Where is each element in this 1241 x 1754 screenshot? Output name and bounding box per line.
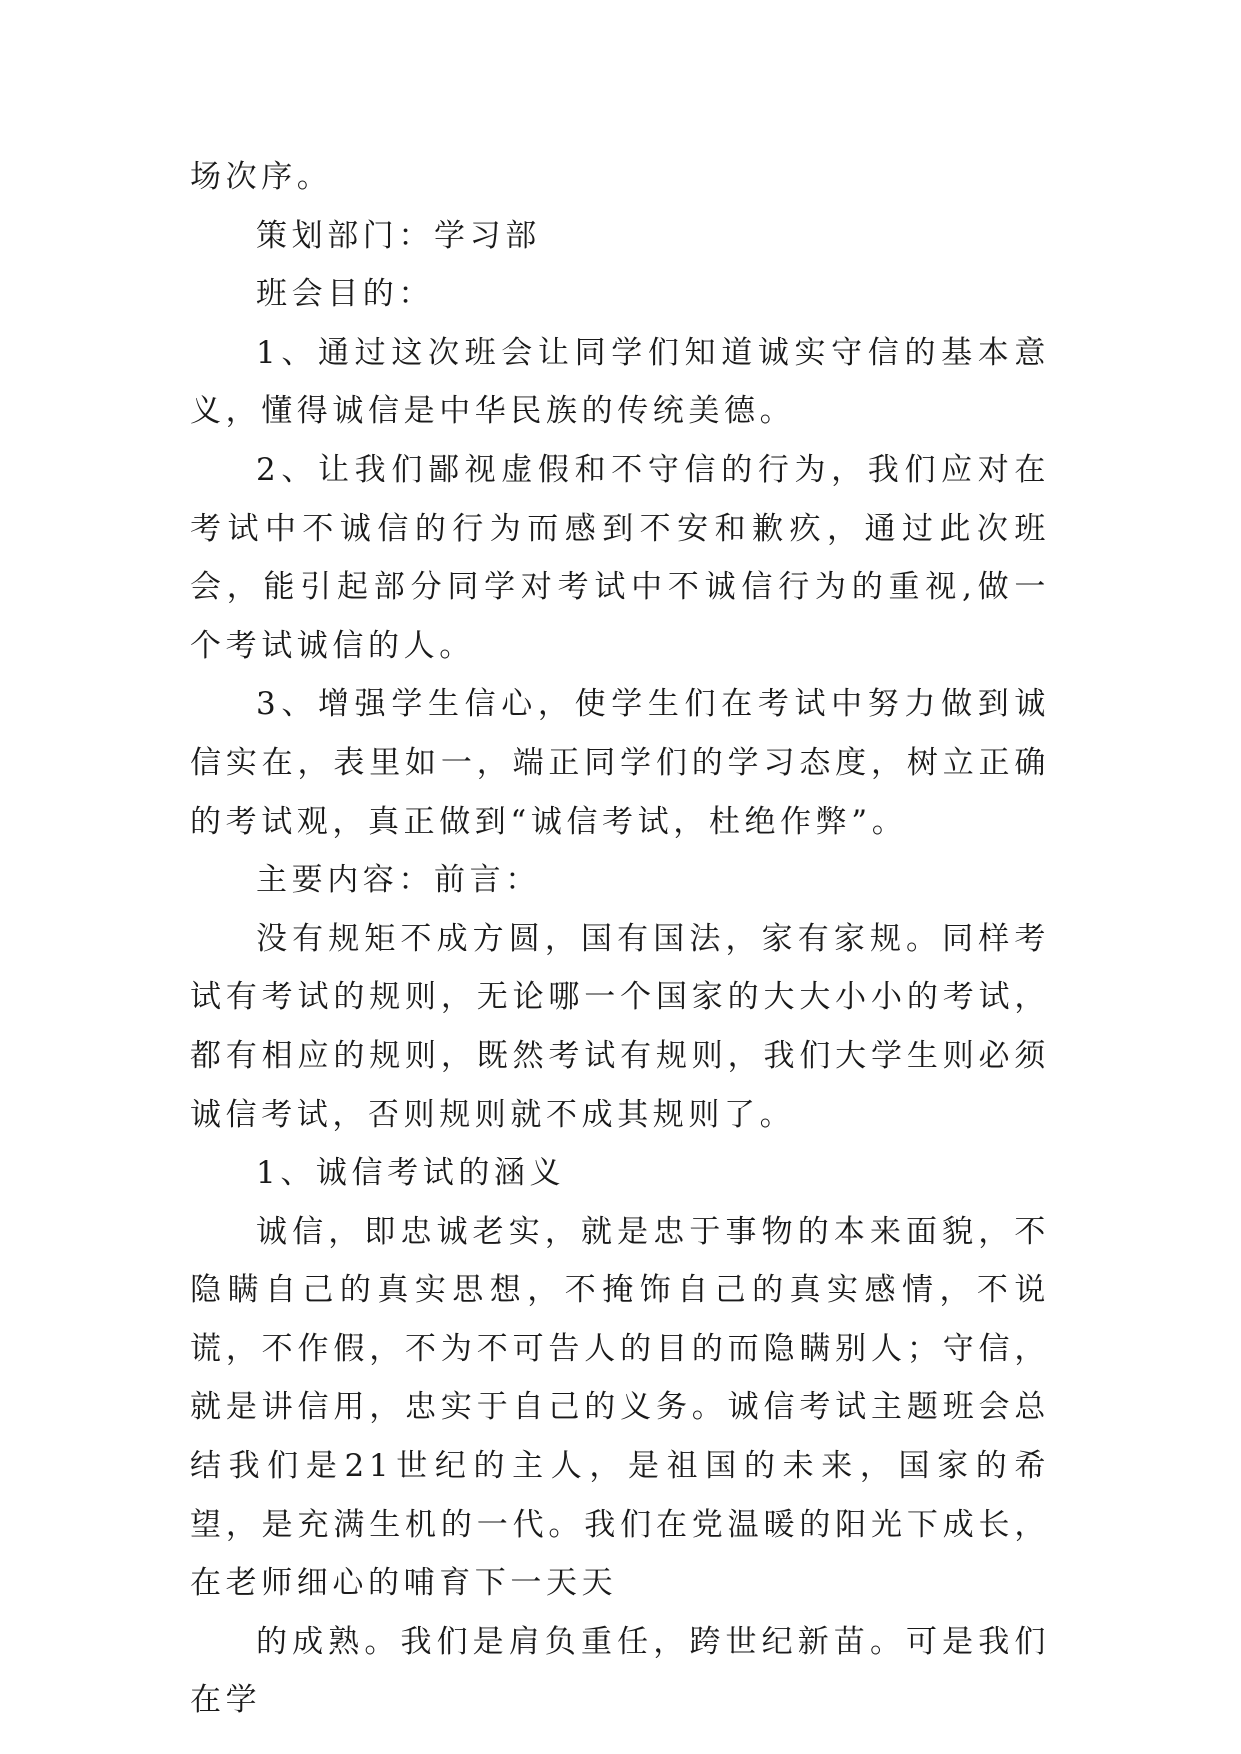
paragraph-7: 主要内容：前言： [256, 862, 541, 899]
paragraph-1: 场次序。 [190, 159, 333, 195]
paragraph-11: 的成熟。我们是肩负重任，跨世纪新苗。可是我们在学 [190, 1623, 1050, 1719]
paragraph-6: 3、增强学生信心，使学生们在考试中努力做到诚信实在，表里如一，端正同学们的学习态度，树立正确的考试观，真正做到“诚信考试，杜绝作弊”。 [190, 686, 1050, 840]
paragraph-8: 没有规矩不成方圆，国有国法，家有家规。同样考试有考试的规则，无论哪一个国家的大大小小的考试，都有相应的规则，既然考试有规则，我们大学生则必须诚信考试，否则规则就不成其规则了。 [190, 920, 1050, 1133]
paragraph-4: 1、通过这次班会让同学们知道诚实守信的基本意义，懂得诚信是中华民族的传统美德。 [190, 334, 1050, 430]
document-page [190, 148, 1050, 1730]
paragraph-10: 诚信，即忠诚老实，就是忠于事物的本来面貌，不隐瞒自己的真实思想，不掩饰自己的真实感情，不说谎，不作假，不为不可告人的目的而隐瞒别人；守信，就是讲信用，忠实于自己的义务。诚信考试主题班会总结我们是21世纪的主人，是祖国的未来，国家的希望，是充满生机的一代。我们在党温暖的阳光下成长，在老师细心的哺育下一天天 [190, 1213, 1050, 1602]
paragraph-5: 2、让我们鄙视虚假和不守信的行为，我们应对在考试中不诚信的行为而感到不安和歉疚，通过此次班会，能引起部分同学对考试中不诚信行为的重视,做一个考试诚信的人。 [190, 451, 1050, 664]
paragraph-9: 1、诚信考试的涵义 [256, 1155, 566, 1192]
paragraph-2: 策划部门：学习部 [256, 217, 541, 254]
paragraph-3: 班会目的： [256, 276, 434, 313]
